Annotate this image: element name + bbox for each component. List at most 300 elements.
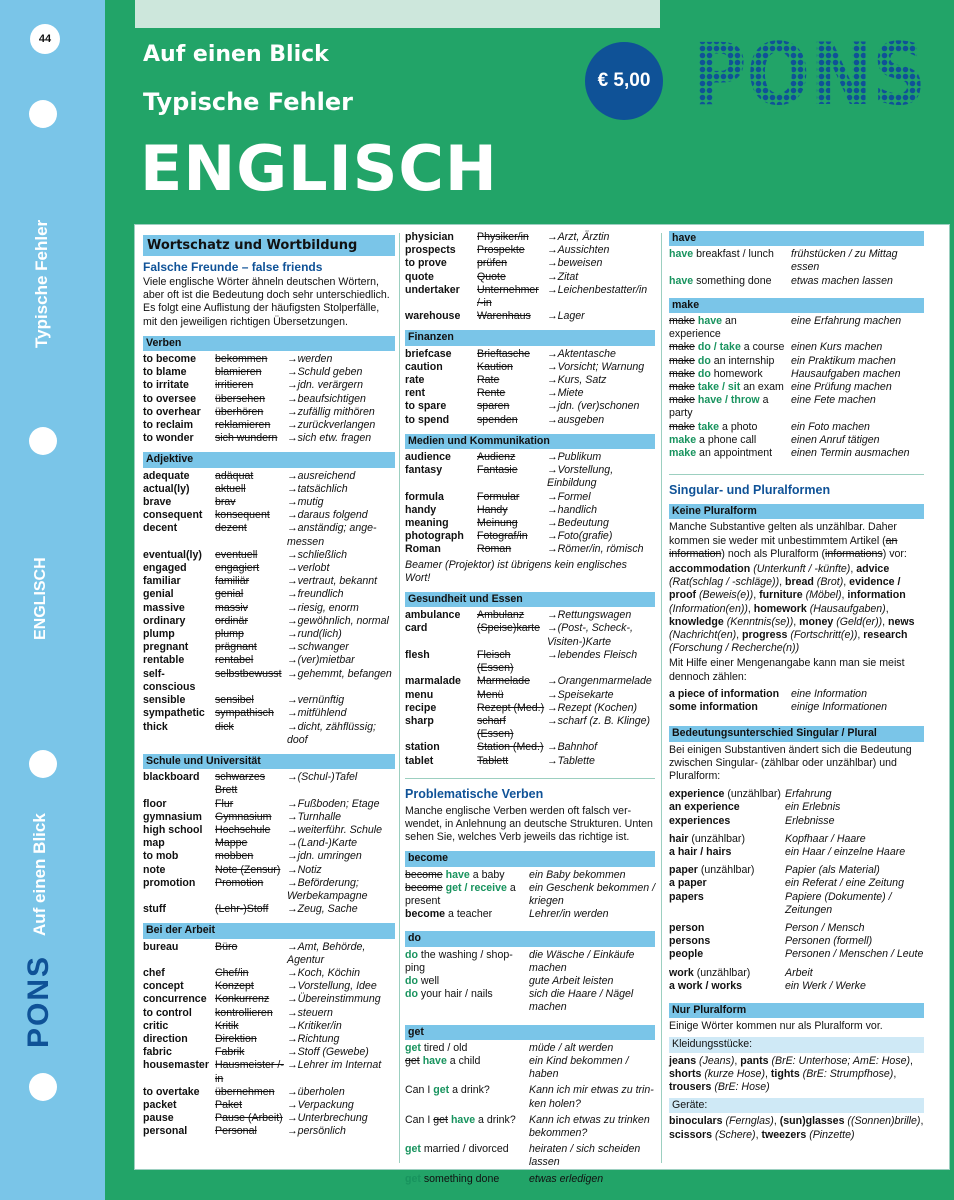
- noun: homework: [753, 602, 807, 615]
- vocab-row: [405, 715, 655, 741]
- right-verb: have: [697, 315, 723, 328]
- false-friend: Station (Med.): [477, 741, 544, 754]
- vocab-row: [405, 464, 655, 490]
- verb-row: [669, 394, 924, 420]
- make-list: [669, 315, 924, 460]
- noun: jeans: [669, 1054, 697, 1067]
- vocab-row: [143, 1125, 395, 1138]
- divider: [669, 474, 924, 475]
- no-plural-intro: Manche Substantive gelten als unzählbar. Daher kommen sie weder mit unbestimmtem Artikel (an information) noch als Pluralform (informations) vor:: [669, 521, 907, 560]
- falsefriends-title: Falsche Freunde – false friends: [143, 260, 323, 274]
- vocab-row: [405, 374, 655, 387]
- meaning-diff-list: [669, 788, 924, 993]
- translation: → Kritiker/in: [285, 1020, 395, 1033]
- verb-english: [669, 315, 791, 341]
- noun: advice: [856, 563, 890, 576]
- list-header: Finanzen: [405, 330, 655, 345]
- noun-translation: (BrE: Unterhose; AmE: Hose): [771, 1054, 911, 1067]
- translation: → Formel: [545, 491, 655, 504]
- translation: → Orangenmarmelade: [545, 675, 655, 688]
- verb-german: eine Fete machen: [791, 394, 876, 407]
- meaning-group: [669, 967, 924, 993]
- vocab-row: [143, 406, 395, 419]
- english-word: tablet: [405, 754, 434, 767]
- meaning-english: [669, 864, 785, 877]
- translation: → Turnhalle: [285, 811, 395, 824]
- false-friend: Fleisch (Essen): [477, 648, 514, 675]
- verb-row: [669, 368, 924, 381]
- english-word: ordinary: [143, 614, 186, 627]
- word: people: [669, 948, 704, 961]
- false-friend: kontrollieren: [215, 1006, 273, 1019]
- false-friend: Kritik: [215, 1019, 239, 1032]
- vocab-row: [143, 967, 395, 980]
- english-word: plump: [143, 628, 175, 641]
- translation: → riesig, enorm: [285, 602, 395, 615]
- verb-row: do the washing / shopping die Wäsche / Einkäufe machen: [405, 948, 635, 974]
- english-word: to become: [143, 353, 196, 366]
- vocab-row: [143, 549, 395, 562]
- false-friend: sympathisch: [215, 707, 274, 720]
- meaning-group: [669, 922, 924, 962]
- word: a paper: [669, 877, 707, 890]
- content-card: [134, 224, 950, 1185]
- false-friend: Kaution: [477, 360, 513, 373]
- verb-row: get married / divorced heiraten / sich scheiden lassen: [405, 1143, 641, 1169]
- wrong-verb: make: [669, 367, 695, 380]
- translation: → Arzt, Ärztin: [545, 231, 655, 244]
- meaning-english: [669, 891, 785, 917]
- english-word: sensible: [143, 694, 186, 707]
- vocab-row: [143, 562, 395, 575]
- english-word: ambulance: [405, 609, 461, 622]
- quantity-german: eine Information: [791, 687, 867, 700]
- translation: → tatsächlich: [285, 483, 395, 496]
- verb-object: homework: [710, 367, 763, 380]
- vocab-row: [143, 903, 395, 916]
- vocab-row: [143, 509, 395, 522]
- translation: → Vorstellung, Einbildung: [545, 464, 655, 490]
- verb-row: have something done etwas machen lassen: [669, 274, 893, 287]
- noun: trousers: [669, 1080, 712, 1093]
- false-friend: aktuell: [215, 482, 246, 495]
- false-friend: Mappe: [215, 837, 248, 850]
- false-friend: Roman: [477, 543, 512, 556]
- english-word: pause: [143, 1112, 174, 1125]
- english-word: flesh: [405, 648, 430, 661]
- falsefriends-continued: [405, 231, 655, 323]
- verb-header-make: make: [669, 298, 924, 313]
- english-word: photograph: [405, 530, 464, 543]
- word: experience: [669, 788, 725, 801]
- noun: knowledge: [669, 615, 724, 628]
- english-word: undertaker: [405, 283, 460, 296]
- noun: evidence / proof: [669, 576, 901, 602]
- vocab-row: [405, 517, 655, 530]
- meaning-english: [669, 967, 785, 980]
- vocab-row: [405, 310, 655, 323]
- translation: → Leichenbestatter/in: [545, 284, 655, 297]
- countability: (unzählbar): [691, 832, 745, 845]
- translation: → Römer/in, römisch: [545, 543, 655, 556]
- verb-object: an experience: [669, 315, 737, 341]
- english-word: adequate: [143, 469, 190, 482]
- verb-english: [669, 421, 791, 434]
- vocab-row: [143, 850, 395, 863]
- plural-only-intro: Einige Wörter kommen nur als Pluralform vor.: [669, 1020, 883, 1033]
- right-verb: make: [669, 447, 697, 460]
- english-word: card: [405, 622, 428, 635]
- english-word: to overhear: [143, 405, 201, 418]
- uncountable-list: accommodation (Unterkunft / -künfte), advice (Rat(schlag / -schläge)), bread (Brot), evidence / proof (Beweis(e)), furniture (Möbel), information (Information(en)), homework (Hausaufgaben), knowledge (Kenntnis(se)), money (Geld(er)), news (Nachricht(en), progress (Fortschritt(e)), research (Forschung / Recherche(n)): [669, 563, 915, 655]
- false-friend: irritieren: [215, 379, 254, 392]
- vocab-row: [143, 721, 395, 747]
- meaning-row: [669, 967, 924, 980]
- english-word: genial: [143, 588, 174, 601]
- translation: → rund(lich): [285, 628, 395, 641]
- english-word: to oversee: [143, 392, 196, 405]
- noun-translation: (Beweis(e)): [699, 589, 754, 602]
- false-friend: Prospekte: [477, 244, 525, 257]
- translation: → scharf (z. B. Klinge): [545, 715, 655, 728]
- false-friend: Note (Zensur): [215, 863, 281, 876]
- translation: → schwanger: [285, 641, 395, 654]
- false-friend: Brieftasche: [477, 347, 530, 360]
- noun: money: [799, 615, 834, 628]
- meaning-german: Personen (formell): [785, 935, 873, 948]
- english-word: warehouse: [405, 310, 461, 323]
- translation: → Amt, Behörde, Agentur: [285, 941, 395, 967]
- meaning-diff-intro: Bei einigen Substantiven ändert sich die Bedeutung zwischen Singular- (zählbar oder unzählbar) und Pluralform:: [669, 743, 912, 782]
- punch-hole: [29, 100, 57, 128]
- vocab-row: [143, 393, 395, 406]
- column-divider: [399, 233, 400, 1163]
- right-verb: make: [669, 433, 697, 446]
- translation: → Übereinstimmung: [285, 993, 395, 1006]
- wrong-verb: make: [669, 341, 695, 354]
- noun-translation: (Jeans): [699, 1054, 735, 1067]
- english-word: rentable: [143, 654, 185, 667]
- english-word: note: [143, 863, 166, 876]
- noun-translation: (Kenntnis(se)): [726, 615, 794, 628]
- english-word: fantasy: [405, 464, 443, 477]
- verb-english: [669, 381, 791, 394]
- verb-row: [669, 355, 924, 368]
- noun: accommodation: [669, 563, 751, 576]
- quantity-english: some information: [669, 701, 758, 714]
- translation: → mitfühlend: [285, 707, 395, 720]
- verb-object: an exam: [740, 381, 784, 394]
- vocab-row: [405, 284, 655, 310]
- vocab-row: [405, 755, 655, 768]
- verb-row: [669, 434, 924, 447]
- english-word: pregnant: [143, 641, 189, 654]
- meaning-german: Papiere (Dokumente) / Zeitungen: [785, 890, 892, 916]
- meaning-row: [669, 891, 924, 917]
- translation: → sich etw. fragen: [285, 432, 395, 445]
- verb-row: do well gute Arbeit leisten: [405, 974, 614, 987]
- noun-translation: (Fernglas): [725, 1115, 774, 1128]
- price-badge: € 5,00: [585, 42, 663, 120]
- translation: → gewöhnlich, normal: [285, 615, 395, 628]
- vocab-row: [143, 366, 395, 379]
- list-header: Gesundheit und Essen: [405, 592, 655, 607]
- english-word: sympathetic: [143, 707, 205, 720]
- vocab-row: [405, 504, 655, 517]
- devices-title: Geräte:: [669, 1098, 924, 1113]
- translation: → zurückverlangen: [285, 419, 395, 432]
- vocab-row: [405, 530, 655, 543]
- translation: → Aussichten: [545, 244, 655, 257]
- verb-english: [669, 447, 791, 460]
- english-word: map: [143, 837, 165, 850]
- verb-english: [669, 355, 791, 368]
- english-word: to prove: [405, 257, 447, 270]
- right-verb: do: [697, 354, 711, 367]
- verb-english: [669, 434, 791, 447]
- meaning-english: [669, 922, 785, 935]
- translation: → Tablette: [545, 755, 655, 768]
- false-friend: Tablett: [477, 754, 509, 767]
- english-word: self-conscious: [143, 667, 196, 693]
- meaning-german: ein Haar / einzelne Haare: [785, 845, 906, 858]
- english-word: engaged: [143, 562, 187, 575]
- vocab-row: [143, 1112, 395, 1125]
- false-friend: Warenhaus: [477, 310, 531, 323]
- list-header: Medien und Kommunikation: [405, 434, 655, 449]
- translation: → Vorsicht; Warnung: [545, 361, 655, 374]
- vocab-row: [405, 675, 655, 688]
- english-word: familiar: [143, 575, 181, 588]
- translation: → Kurs, Satz: [545, 374, 655, 387]
- verb-row: get something done etwas erledigen: [405, 1172, 604, 1185]
- countability: (unzählbar): [696, 966, 751, 979]
- wrong-verb: make: [669, 394, 695, 407]
- translation: → werden: [285, 353, 395, 366]
- verb-german: ein Foto machen: [791, 420, 870, 433]
- false-friend: Rate: [477, 374, 500, 387]
- meaning-english: [669, 877, 785, 890]
- vocab-row: [143, 707, 395, 720]
- translation: → Zitat: [545, 271, 655, 284]
- vocab-row: [143, 811, 395, 824]
- translation: → persönlich: [285, 1125, 395, 1138]
- translation: → weiterführ. Schule: [285, 824, 395, 837]
- meaning-row: [669, 815, 924, 828]
- false-friend: massiv: [215, 601, 248, 614]
- vocab-row: [143, 522, 395, 548]
- vocab-row: [143, 379, 395, 392]
- false-friend: Physiker/in: [477, 231, 529, 243]
- vocab-row: [405, 622, 655, 648]
- false-friend: eventuell: [215, 548, 258, 561]
- translation: → handlich: [545, 504, 655, 517]
- false-friend: Audienz: [477, 451, 516, 464]
- verb-german: einen Anruf tätigen: [791, 433, 880, 446]
- translation: → jdn. verärgern: [285, 379, 395, 392]
- false-friend: Paket: [215, 1098, 243, 1111]
- false-friend: prägnant: [215, 641, 257, 654]
- false-friend: (Speise)karte: [477, 622, 540, 635]
- noun: tweezers: [761, 1128, 807, 1141]
- noun-translation: (Fortschritt(e)): [790, 629, 858, 642]
- false-friend: spenden: [477, 413, 518, 426]
- vocab-row: [405, 244, 655, 257]
- meaning-diff-title: Bedeutungsunterschied Singular / Plural: [669, 726, 924, 741]
- english-word: physician: [405, 231, 454, 243]
- noun-translation: (BrE: Hose): [714, 1080, 770, 1093]
- singular-plural-title: Singular- und Pluralformen: [669, 483, 831, 498]
- english-word: personal: [143, 1125, 188, 1138]
- false-friend: Hochschule: [215, 823, 271, 836]
- vocab-row: [143, 1099, 395, 1112]
- false-friend: Büro: [215, 940, 238, 953]
- translation: → schließlich: [285, 549, 395, 562]
- translation: → anständig; angemessen: [285, 522, 395, 548]
- english-word: recipe: [405, 701, 437, 714]
- verb-german: eine Erfahrung machen: [791, 315, 902, 328]
- verb-object: an internship: [710, 354, 775, 367]
- english-word: consequent: [143, 509, 203, 522]
- english-word: marmalade: [405, 675, 461, 688]
- english-word: to spare: [405, 400, 447, 413]
- side-label-middle: ENGLISCH: [32, 557, 49, 640]
- meaning-row: [669, 922, 924, 935]
- verb-header-get: get: [405, 1025, 655, 1040]
- vocab-row: [143, 353, 395, 366]
- devices-list: binoculars (Fernglas), (sun)glasses ((Sonnen)brille), scissors (Schere), tweezers (Pinzette): [669, 1115, 924, 1141]
- noun: scissors: [669, 1128, 712, 1141]
- verb-object: a phone call: [696, 433, 757, 446]
- english-word: direction: [143, 1032, 188, 1045]
- right-verb: take / sit: [697, 381, 741, 394]
- english-word: quote: [405, 270, 434, 283]
- verb-german: Hausaufgaben machen: [791, 367, 901, 380]
- verb-row: [669, 447, 924, 460]
- english-word: to mob: [143, 850, 179, 863]
- translation: → Koch, Köchin: [285, 967, 395, 980]
- false-friend: Rente: [477, 387, 506, 400]
- english-word: thick: [143, 720, 168, 733]
- vocab-row: [405, 649, 655, 675]
- translation: → mutig: [285, 496, 395, 509]
- top-tab: [135, 0, 660, 28]
- quantity-english: a piece of information: [669, 687, 780, 700]
- verb-object: a party: [669, 394, 769, 420]
- vocab-row: [143, 771, 395, 797]
- verb-row: [669, 341, 924, 354]
- vocab-row: [143, 837, 395, 850]
- english-word: concept: [143, 980, 184, 993]
- verb-object: a course: [740, 341, 785, 354]
- section-title: Wortschatz und Wortbildung: [143, 235, 395, 256]
- noun: shorts: [669, 1067, 702, 1080]
- false-friend: reklamieren: [215, 419, 271, 432]
- translation: → beaufsichtigen: [285, 393, 395, 406]
- meaning-row: [669, 980, 924, 993]
- false-friend: prüfen: [477, 257, 508, 270]
- false-friend: Flur: [215, 797, 234, 810]
- vocab-row: [143, 877, 395, 903]
- false-friend: Quote: [477, 270, 506, 283]
- false-friend: Unternehmer /-in: [477, 283, 539, 310]
- false-friend: dick: [215, 720, 234, 733]
- vocab-row: [143, 824, 395, 837]
- translation: → (Land-)Karte: [285, 837, 395, 850]
- word: experiences: [669, 814, 731, 827]
- vocab-row: [143, 1086, 395, 1099]
- list-header: Bei der Arbeit: [143, 923, 395, 938]
- translation: → vernünftig: [285, 694, 395, 707]
- meaning-row: [669, 788, 924, 801]
- translation: → Rettungswagen: [545, 609, 655, 622]
- english-word: to blame: [143, 366, 187, 379]
- noun-translation: (Möbel): [805, 589, 842, 602]
- english-word: rent: [405, 387, 426, 400]
- verb-row: get tired / old müde / alt werden: [405, 1041, 614, 1054]
- english-word: actual(ly): [143, 482, 190, 495]
- plural-only-title: Nur Pluralform: [669, 1003, 924, 1018]
- translation: → ausgeben: [545, 414, 655, 427]
- false-friend: Menü: [477, 688, 504, 701]
- meaning-group: [669, 788, 924, 828]
- noun: tights: [770, 1067, 800, 1080]
- noun-translation: (Nachricht(en): [669, 629, 737, 642]
- vocab-row: [143, 980, 395, 993]
- translation: → Verpackung: [285, 1099, 395, 1112]
- word: an experience: [669, 801, 740, 814]
- vocab-row: [405, 689, 655, 702]
- vocab-row: [143, 1020, 395, 1033]
- translation: → verlobt: [285, 562, 395, 575]
- false-friend: genial: [215, 588, 244, 601]
- wrong-verb: make: [669, 420, 695, 433]
- meaning-row: [669, 864, 924, 877]
- vocab-row: [143, 864, 395, 877]
- translation: → freundlich: [285, 588, 395, 601]
- verb-english: [669, 394, 791, 420]
- meaning-german: ein Erlebnis: [785, 801, 841, 814]
- vocab-row: [405, 543, 655, 556]
- meaning-german: Erlebnisse: [785, 814, 835, 827]
- punch-hole: [29, 427, 57, 455]
- translation: → Bedeutung: [545, 517, 655, 530]
- vocab-row: [405, 609, 655, 622]
- translation: → Publikum: [545, 451, 655, 464]
- english-word: bureau: [143, 940, 179, 953]
- noun-translation: (BrE: Strumpfhose): [802, 1067, 894, 1080]
- false-friend: bekommen: [215, 353, 268, 366]
- verb-header-do: do: [405, 931, 655, 946]
- translation: → ausreichend: [285, 470, 395, 483]
- verb-header-have: have: [669, 231, 924, 246]
- word: a hair / hairs: [669, 845, 732, 858]
- translation: → Lehrer im Internat: [285, 1059, 395, 1072]
- falsefriends-lists-2: [405, 330, 655, 767]
- noun: furniture: [759, 589, 803, 602]
- page-number: 44: [30, 24, 60, 54]
- english-word: concurrence: [143, 993, 207, 1006]
- noun-translation: (kurze Hose): [704, 1067, 765, 1080]
- noun: binoculars: [669, 1115, 723, 1128]
- translation: → Bahnhof: [545, 741, 655, 754]
- vocab-row: [143, 654, 395, 667]
- false-friend: übersehen: [215, 392, 266, 405]
- verbs-title: Problematische Verben: [405, 786, 544, 801]
- false-friend: mobben: [215, 850, 254, 863]
- translation: → Miete: [545, 387, 655, 400]
- header-line1: Auf einen Blick: [143, 42, 329, 67]
